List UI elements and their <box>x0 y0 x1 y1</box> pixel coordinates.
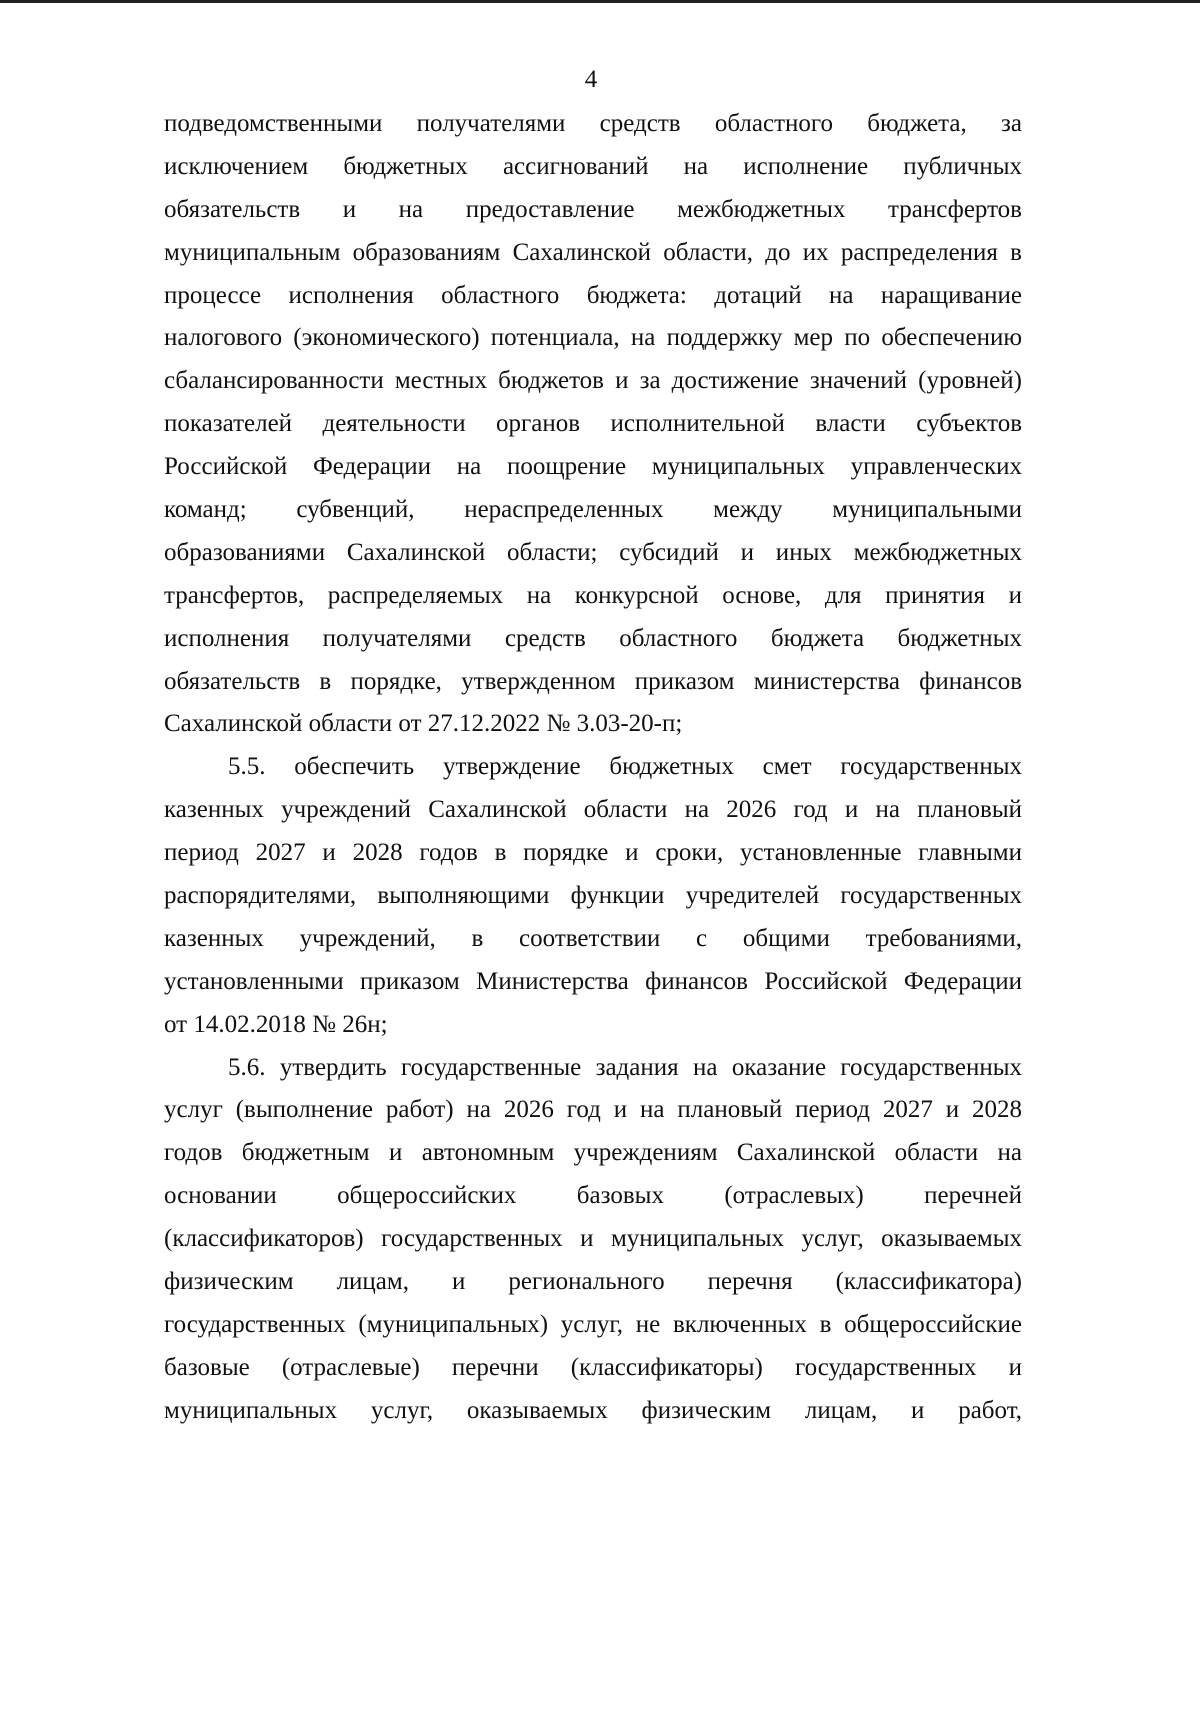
text-line: услуг (выполнение работ) на 2026 год и на плановый период 2027 и 2028 <box>164 1096 1022 1124</box>
text-line: распорядителями, выполняющими функции учредителей государственных <box>164 882 1022 910</box>
text-line: Российской Федерации на поощрение муниципальных управленческих <box>164 453 1022 481</box>
text-line: муниципальным образованиям Сахалинской области, до их распределения в <box>164 238 1022 266</box>
text-line: образованиями Сахалинской области; субсидий и иных межбюджетных <box>164 538 1022 566</box>
text-line: период 2027 и 2028 годов в порядке и сроки, установленные главными <box>164 839 1022 867</box>
page-number <box>0 66 1200 94</box>
text-line: команд; субвенций, нераспределенных между муниципальными <box>164 496 1022 524</box>
text-line: казенных учреждений Сахалинской области на 2026 год и на плановый <box>164 796 1022 824</box>
text-line: годов бюджетным и автономным учреждениям Сахалинской области на <box>164 1139 1022 1167</box>
text-line: обязательств в порядке, утвержденном приказом министерства финансов <box>164 667 1022 695</box>
text-line: государственных (муниципальных) услуг, не включенных в общероссийские <box>164 1310 1022 1338</box>
text-line: от 14.02.2018 № 26н; <box>164 1010 388 1038</box>
text-line: показателей деятельности органов исполнительной власти субъектов <box>164 410 1022 438</box>
text-line: казенных учреждений, в соответствии с общими требованиями, <box>164 924 1022 952</box>
text-line: основании общероссийских базовых (отраслевых) перечней <box>164 1182 1022 1210</box>
text-line: Сахалинской области от 27.12.2022 № 3.03-20-п; <box>164 710 683 738</box>
text-line: 5.5. обеспечить утверждение бюджетных смет государственных <box>228 753 1022 781</box>
text-line: физическим лицам, и регионального перечня (классификатора) <box>164 1268 1022 1296</box>
text-line: исключением бюджетных ассигнований на исполнение публичных <box>164 152 1022 180</box>
page-number-text: 4 <box>584 66 598 93</box>
text-line: процессе исполнения областного бюджета: дотаций на наращивание <box>164 281 1022 309</box>
text-line: базовые (отраслевые) перечни (классификаторы) государственных и <box>164 1353 1022 1381</box>
text-line: исполнения получателями средств областного бюджета бюджетных <box>164 624 1022 652</box>
document-body <box>164 103 1022 1433</box>
text-line: 5.6. утвердить государственные задания на оказание государственных <box>228 1053 1022 1081</box>
text-line: сбалансированности местных бюджетов и за достижение значений (уровней) <box>164 367 1022 395</box>
scan-border-line <box>0 0 1200 3</box>
text-line: подведомственными получателями средств областного бюджета, за <box>164 110 1022 137</box>
text-line: муниципальных услуг, оказываемых физическим лицам, и работ, <box>164 1396 1022 1424</box>
text-line: налогового (экономического) потенциала, на поддержку мер по обеспечению <box>164 324 1022 352</box>
text-line: обязательств и на предоставление межбюджетных трансфертов <box>164 195 1022 223</box>
text-line: трансфертов, распределяемых на конкурсной основе, для принятия и <box>164 581 1022 609</box>
text-line: установленными приказом Министерства финансов Российской Федерации <box>164 967 1022 995</box>
text-line: (классификаторов) государственных и муниципальных услуг, оказываемых <box>164 1225 1022 1253</box>
